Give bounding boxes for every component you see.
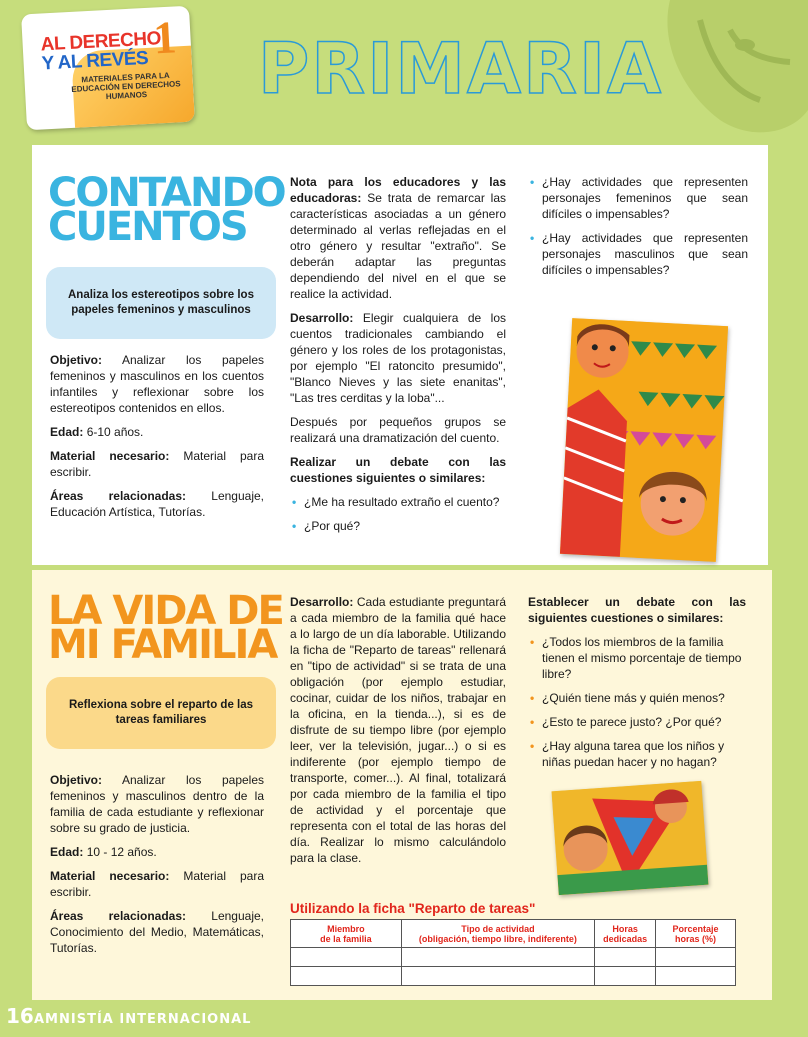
areas-label: Áreas relacionadas: <box>50 909 186 923</box>
logo-number: 1 <box>152 11 178 64</box>
desarrollo-text: Elegir cualquiera de los cuentos tradicionales cambiando el género y los roles de los protagonistas, por ejemplo "El ratoncito presumido", "Blanco Nieves y las siete enanitas", "Las tres cerditas y la loba"... <box>290 311 506 405</box>
table-row <box>291 967 736 986</box>
logo-subtitle: MATERIALES PARA LA EDUCACIÓN EN DERECHOS HUMANOS <box>71 70 181 102</box>
drawing-1-art <box>560 318 728 562</box>
table-header-row <box>291 920 736 948</box>
areas-text: Lenguaje, Educación Artística, Tutorías. <box>50 489 264 519</box>
desarrollo-text: Cada estudiante preguntará a cada miembro de la familia qué hace a lo largo de un día laborable. Utilizando la ficha de "Reparto de tareas" rellenará en "tipo de actividad" si se trata de una obligación (por ejemplo estudiar, cocinar, cuidar de los niños, trabajar en la oficina, en la tienda...), si es de disfrute de su tiempo libre (por ejemplo leer, ver la televisión, jugar...) o si es indiferente (por ejemplo tiempo de transporte, comer...). Al final, totalizará por cada miembro de la familia el tipo de actividad y el porcentaje que representa con el total de las horas del día. Realizar lo mismo calculándolo para la clase. <box>290 595 506 865</box>
header-hours: Horas dedicadas <box>595 920 656 948</box>
edad-label: Edad: <box>50 425 84 439</box>
edad-paragraph <box>50 424 264 440</box>
edad-label: Edad: <box>50 845 84 859</box>
edad-text: 10 - 12 años. <box>86 845 157 859</box>
activity-2-body <box>290 594 506 874</box>
material-label: Material necesario: <box>50 449 170 463</box>
header-percentage: Porcentaje horas (%) <box>656 920 736 948</box>
list-item: • ¿Quién tiene más y quién menos? <box>528 690 746 706</box>
children-drawing-2 <box>552 781 709 895</box>
list-item: • ¿Hay actividades que representen personajes femeninos que sean difíciles o impensables? <box>528 174 748 222</box>
drawing-2-art <box>552 781 709 895</box>
logo-title <box>40 29 162 73</box>
series-logo <box>21 6 195 131</box>
objetivo-paragraph <box>50 352 264 416</box>
logo-line-1: AL DERECHO <box>40 28 162 56</box>
page-number: 16 <box>6 1004 34 1028</box>
activity-1-summary: Analiza los estereotipos sobre los papeles femeninos y masculinos <box>46 267 276 339</box>
table-title: Utilizando la ficha "Reparto de tareas" <box>290 901 536 916</box>
desarrollo-label: Desarrollo: <box>290 595 354 609</box>
objetivo-label: Objetivo: <box>50 353 103 367</box>
logo-line-2: Y AL REVÉS <box>41 47 149 75</box>
question-list <box>528 174 748 278</box>
header-member: Miembro de la familia <box>291 920 402 948</box>
material-text: Material para escribir. <box>50 449 265 479</box>
children-drawing-1 <box>560 318 728 562</box>
debate-label: Realizar un debate con las cuestiones siguientes o similares: <box>290 455 506 485</box>
areas-label: Áreas relacionadas: <box>50 489 186 503</box>
activity-1-questions <box>528 174 748 286</box>
activity-1-body <box>290 174 506 542</box>
table-row <box>291 948 736 967</box>
header-activity-type: Tipo de actividad (obligación, tiempo libre, indiferente) <box>401 920 594 948</box>
edad-text: 6-10 años. <box>86 425 144 439</box>
areas-paragraph <box>50 908 264 956</box>
list-item: • ¿Me ha resultado extraño el cuento? <box>290 494 506 510</box>
edad-paragraph <box>50 844 264 860</box>
activity-2-summary: Reflexiona sobre el reparto de las tareas familiares <box>46 677 276 749</box>
activity-2-questions <box>528 594 746 778</box>
areas-paragraph <box>50 488 264 520</box>
material-paragraph <box>50 868 264 900</box>
areas-text: Lenguaje, Conocimiento del Medio, Matemáticas, Tutorías. <box>50 909 264 955</box>
nota-paragraph <box>290 174 506 302</box>
activity-2-details <box>50 772 264 964</box>
list-item: • ¿Todos los miembros de la familia tienen el mismo porcentaje de tiempo libre? <box>528 634 746 682</box>
activity-2-title <box>48 588 283 668</box>
objetivo-label: Objetivo: <box>50 773 103 787</box>
material-text: Material para escribir. <box>50 869 265 899</box>
question-list <box>528 634 746 770</box>
nota-label: Nota para los educadores y las educadoras: <box>290 175 506 205</box>
footer-brand: AMNISTÍA INTERNACIONAL <box>34 1012 252 1027</box>
activity-1-title-line-2: CUENTOS <box>48 204 247 250</box>
nota-text: Se trata de remarcar las características asociadas a un género determinado al verlas reflejadas en el otro género y resultar "extraño". Se deberán adaptar las preguntas dependiendo del nivel en el que se realice la actividad. <box>290 191 506 301</box>
debate-label: Establecer un debate con las siguientes cuestiones o similares: <box>528 595 746 625</box>
list-item: • ¿Por qué? <box>290 518 506 534</box>
section-label: PRIMARIA <box>258 28 664 110</box>
material-paragraph <box>50 448 264 480</box>
objetivo-paragraph <box>50 772 264 836</box>
desarrollo-label: Desarrollo: <box>290 311 354 325</box>
activity-1-details <box>50 352 264 528</box>
activity-1-title-line-1: CONTANDO <box>48 170 285 216</box>
desarrollo-paragraph <box>290 594 506 866</box>
list-item: • ¿Hay alguna tarea que los niños y niñas puedan hacer y no hagan? <box>528 738 746 770</box>
list-item: • ¿Hay actividades que representen personajes masculinos que sean difíciles o impensables? <box>528 230 748 278</box>
activity-2-title-line-1: LA VIDA DE <box>48 588 283 634</box>
desarrollo-paragraph <box>290 310 506 406</box>
activity-2-title-line-2: MI FAMILIA <box>48 622 277 668</box>
question-list <box>290 494 506 534</box>
activity-1-title <box>48 170 285 250</box>
objetivo-text: Analizar los papeles femeninos y masculinos en los cuentos infantiles y reflexionar sobre los estereotipos contenidos en ellos. <box>50 353 265 415</box>
material-label: Material necesario: <box>50 869 170 883</box>
despues-paragraph: Después por pequeños grupos se realizará una dramatización del cuento. <box>290 415 506 445</box>
list-item: • ¿Esto te parece justo? ¿Por qué? <box>528 714 746 730</box>
objetivo-text: Analizar los papeles femeninos y masculinos dentro de la familia de cada estudiante y reflexionar sobre su grado de justicia. <box>50 773 265 835</box>
decorative-face-icon <box>640 0 808 150</box>
tasks-table <box>290 919 736 986</box>
